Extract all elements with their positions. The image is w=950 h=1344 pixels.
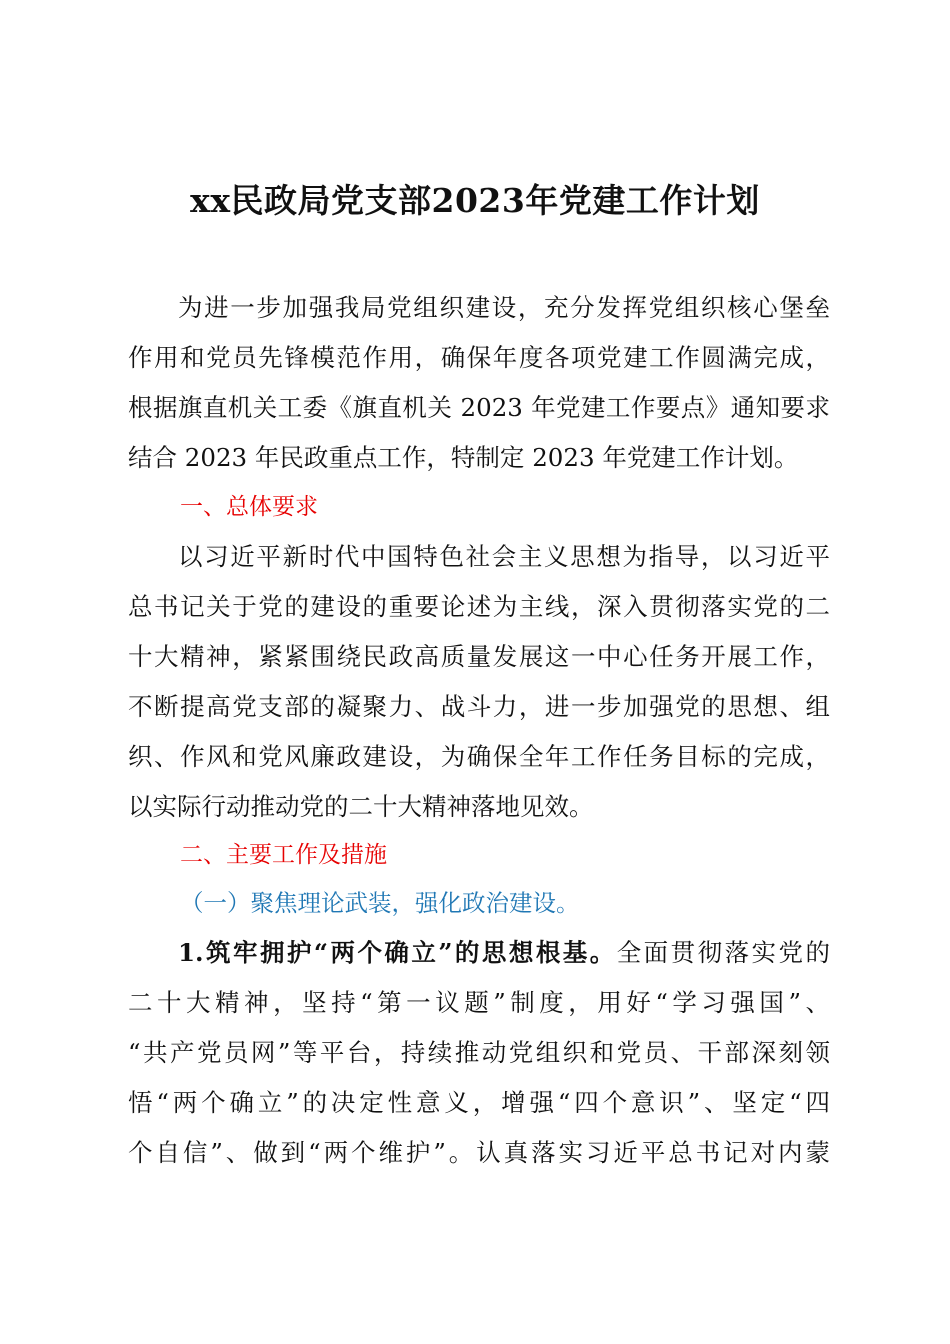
intro-line: 根据旗直机关工委《旗直机关 2023 年党建工作要点》通知要求: [128, 393, 830, 422]
item-1-paragraph: [128, 928, 830, 1178]
intro-line: 作用和党员先锋模范作用，确保年度各项党建工作圆满完成，: [128, 343, 830, 372]
intro-line: 结合 2023 年民政重点工作，特制定 2023 年党建工作计划。: [128, 443, 799, 472]
intro-line: 为进一步加强我局党组织建设，充分发挥党组织核心堡垒: [178, 293, 830, 322]
section-1-line: 不断提高党支部的凝聚力、战斗力，进一步加强党的思想、组: [128, 692, 830, 721]
item-1-first-rest: 全面贯彻落实党的: [616, 938, 830, 967]
item-1-line: 个自信”、做到“两个维护”。认真落实习近平总书记对内蒙: [128, 1138, 830, 1167]
section-1-heading-row: [128, 482, 830, 532]
section-2-heading: 二、主要工作及措施: [180, 842, 387, 868]
document-title: xx民政局党支部2023年党建工作计划: [190, 181, 760, 220]
subsection-1-heading: （一）聚焦理论武装，强化政治建设。: [180, 889, 580, 917]
item-1-first-line: [128, 928, 830, 978]
section-1-line: 以习近平新时代中国特色社会主义思想为指导，以习近平: [178, 542, 830, 571]
section-1-paragraph: [128, 532, 830, 832]
section-1-line: 总书记关于党的建设的重要论述为主线，深入贯彻落实党的二: [128, 592, 830, 621]
item-1-lead: 1.筑牢拥护“两个确立”的思想根基。: [178, 938, 617, 967]
section-1-line: 织、作风和党风廉政建设，为确保全年工作任务目标的完成，: [128, 742, 830, 771]
intro-paragraph: [128, 283, 830, 483]
section-1-heading: 一、总体要求: [180, 494, 318, 520]
item-1-line: 二十大精神，坚持“第一议题”制度，用好“学习强国”、: [128, 988, 830, 1017]
section-2-heading-row: [128, 830, 830, 880]
item-1-line: 悟“两个确立”的决定性意义，增强“四个意识”、坚定“四: [128, 1088, 830, 1117]
section-1-line: 十大精神，紧紧围绕民政高质量发展这一中心任务开展工作，: [128, 642, 830, 671]
item-1-line: “共产党员网”等平台，持续推动党组织和党员、干部深刻领: [128, 1038, 830, 1067]
section-1-line: 以实际行动推动党的二十大精神落地见效。: [128, 792, 594, 821]
subsection-1-heading-row: [128, 878, 830, 928]
